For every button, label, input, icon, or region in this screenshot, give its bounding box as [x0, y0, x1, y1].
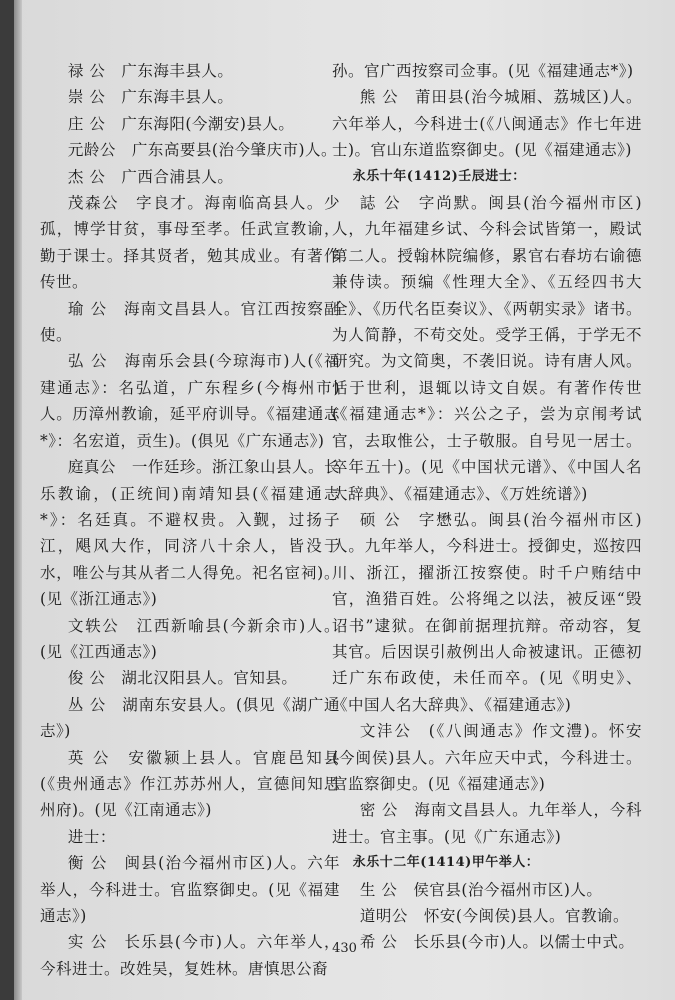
book-page [14, 0, 675, 1000]
entry-zhuang-gong: 庄 公 广东海阳(今潮安)县人。 [67, 114, 295, 133]
entry-maosen-gong: 茂森公 字良才。海南临高县人。少孤，博学甘贫，事母至孝。任武宣教谕，勤于课士。择其贤者，勉其成业。有著作传世。 [40, 194, 340, 292]
entry-hong-gong: 弘 公 海南乐会县(今琼海市)人(《福建通志》：名弘道，广东程乡(今梅州市)人。历漳州教谕，延平府训导。《福建通志*》：名宏道，贡生)。(俱见《广东通志》) [40, 352, 340, 450]
entry-ying-gong: 英 公 安徽颍上县人。官鹿邑知县(《贵州通志》作江苏苏州人，宣德间知思州府)。(见《江南通志》) [40, 748, 340, 820]
entry-jun-gong: 俊 公 湖北汉阳县人。官知县。 [67, 669, 298, 688]
entry-yuanling-gong: 元龄公 广东高要县(治今肇庆市)人。 [67, 141, 337, 160]
entry-jie-gong: 杰 公 广西合浦县人。 [67, 167, 234, 186]
entry-chong-gong: 崇 公 广东海丰县人。 [67, 88, 234, 107]
right-column [332, 58, 642, 956]
entry-shuo-gong: 硕 公 字懋弘。闽县(治今福州市区)人。九年举人，今科进士。授御史，巡按四川、浙江，擢浙江按察使。时千户贿结中官，渔猎百姓。公将绳之以法，被反诬“毁诏书”逮狱。在御前据理抗辩。帝动容，复其官。后因误引赦例出人命被逮讯。正德初迁广东布政使，未任而卒。(见《明史》、《中国人名大辞典》、《福建通志》) [332, 510, 642, 714]
entry-tingzhen-gong: 庭真公 一作廷珍。浙江象山县人。长乐教谕，(正统间)南靖知县(《福建通志*》：名廷真。不避权贵。入觐，过扬子江，飓风大作，同济八十余人，皆没于水，唯公与其从者二人得免。祀名宦祠)。(见《浙江通志》) [40, 458, 340, 609]
entry-zhi-gong: 誌 公 字尚默。闽县(治今福州市区)人，九年福建乡试、今科会试皆第一，殿试第二人。授翰林院编修，累官右春坊右谕德兼侍读。预编《性理大全》、《五经四书大全》、《历代名臣奏议》、《两朝实录》诸书。为人简静，不苟交处。受学王偁，于学无不研究。为文简奥，不袭旧说。诗有唐人风。恬于世利，退辄以诗文自娱。有著作传世(《福建通志*》：兴公之子，尝为京闱考试官，去取惟公，士子敬服。自号见一居士。卒年五十)。(见《中国状元谱》、《中国人名大辞典》、《福建通志》、《万姓统谱》) [332, 194, 642, 503]
entry-shi-gong-continued: 孙。官广西按察司佥事。(见《福建通志*》) [332, 62, 634, 80]
page-number: 430 [332, 941, 357, 956]
entry-xiong-gong: 熊 公 莆田县(治今城厢、荔城区)人。六年举人，今科进士(《八闽通志》作七年进士)。官山东道监察御史。(见《福建通志》) [332, 88, 642, 160]
section-yongle-10-heading: 永乐十年(1412)壬辰进士： [352, 168, 526, 184]
entry-sheng-gong: 生 公 侯官县(治今福州市区)人。 [359, 880, 603, 899]
section-yongle-12-heading: 永乐十二年(1414)甲午举人： [352, 855, 540, 871]
entry-cong-gong: 丛 公 湖南东安县人。(俱见《湖广通志》) [40, 695, 340, 741]
entry-yu-gong: 瑜 公 海南文昌县人。官江西按察副使。 [40, 299, 340, 345]
entry-daoming-gong: 道明公 怀安(今闽侯)县人。官教谕。 [359, 907, 629, 925]
entry-wenyi-gong: 文轶公 江西新喻县(今新余市)人。(见《江西通志》) [40, 616, 340, 661]
entry-mi-gong: 密 公 海南文昌县人。九年举人，今科进士。官主事。(见《广东通志》) [332, 801, 642, 846]
entry-wenfeng-gong: 文沣公 (《八闽通志》作文澧)。怀安(今闽侯)县人。六年应天中式，今科进士。官监察御史。(见《福建通志》) [332, 722, 642, 793]
entry-xi-gong: 希 公 长乐县(今市)人。以儒士中式。 [359, 933, 635, 952]
entry-heng-gong: 衡 公 闽县(治今福州市区)人。六年举人，今科进士。官监察御史。(见《福建通志》) [40, 854, 340, 925]
entry-shi-gong: 实 公 长乐县(今市)人。六年举人，今科进士。改姓吴，复姓林。唐慎思公裔 [40, 933, 340, 978]
page-binding-shadow [14, 0, 22, 1000]
left-column [40, 58, 340, 982]
entry-lu-gong: 禄 公 广东海丰县人。 [67, 62, 234, 80]
section-jinshi-heading: 进士： [67, 827, 116, 846]
